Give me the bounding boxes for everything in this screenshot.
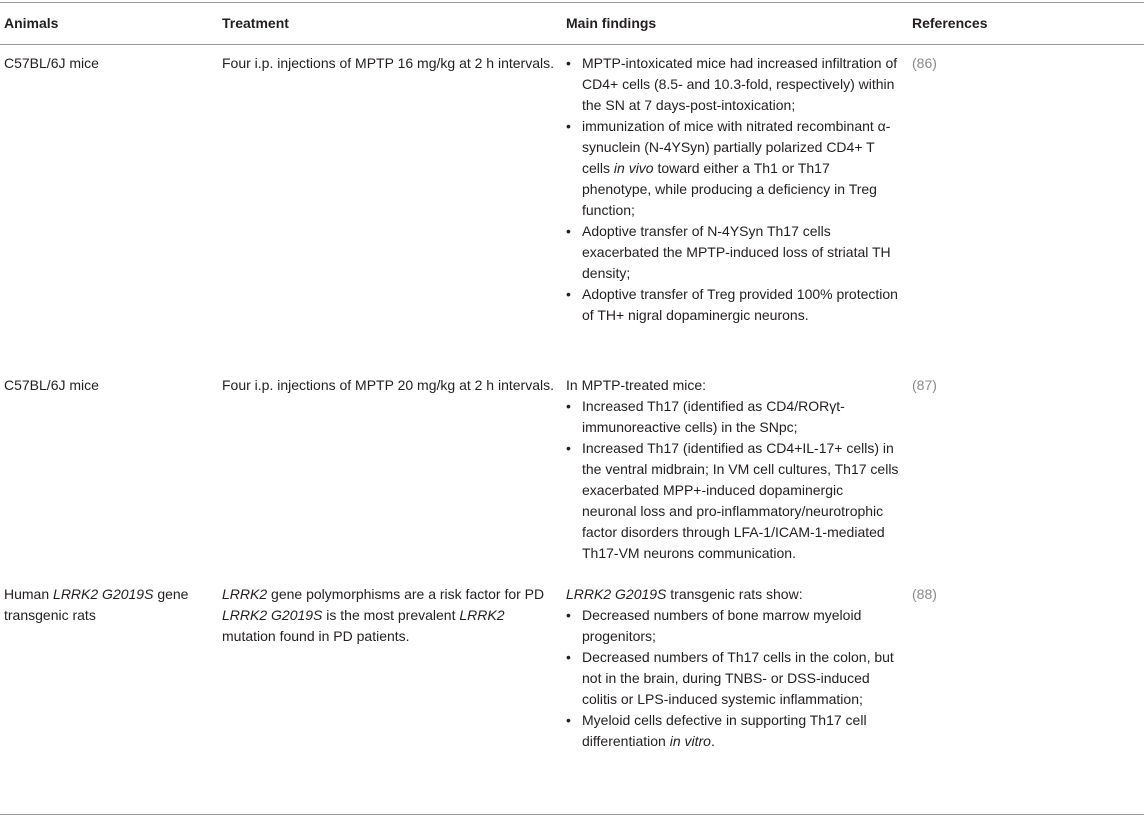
table-row: [0, 580, 1144, 815]
reference-link[interactable]: (87): [912, 377, 937, 393]
finding-italic: in vitro: [669, 733, 711, 749]
header-animals: Animals: [4, 15, 59, 31]
gene-name: LRRK2 G2019S: [53, 586, 154, 602]
cell-reference: [908, 371, 1144, 580]
table-header-row: [0, 3, 1144, 45]
cell-treatment: [218, 580, 562, 815]
cell-reference: [908, 45, 1144, 372]
gene-name: LRRK2 G2019S: [222, 607, 323, 623]
animals-text: Human: [4, 586, 54, 602]
header-references: References: [912, 15, 988, 31]
cell-treatment: Four i.p. injections of MPTP 16 mg/kg at 2 h intervals.: [222, 55, 555, 71]
finding-item: • Adoptive transfer of N-4YSyn Th17 cells exacerbated the MPTP-induced loss of striatal TH density;: [582, 221, 900, 284]
gene-name: LRRK2 G2019S: [566, 586, 667, 602]
intro-text: transgenic rats show:: [666, 586, 803, 602]
finding-item: • Decreased numbers of Th17 cells in the colon, but not in the brain, during TNBS- or DSS-induced colitis or LPS-induced systemic inflammation;: [582, 647, 900, 710]
finding-item: • Adoptive transfer of Treg provided 100% protection of TH+ nigral dopaminergic neurons.: [582, 284, 900, 326]
findings-list: [566, 53, 900, 326]
finding-text: .: [710, 733, 715, 749]
gene-name: LRRK2: [222, 586, 268, 602]
cell-animals: [0, 580, 218, 815]
finding-item: • Decreased numbers of bone marrow myeloid progenitors;: [582, 605, 900, 647]
header-treatment: Treatment: [222, 15, 289, 31]
treatment-text: gene polymorphisms are a risk factor for PD: [267, 586, 545, 602]
reference-link[interactable]: (88): [912, 586, 937, 602]
cell-findings: [562, 45, 908, 372]
findings-list: [566, 605, 900, 752]
gene-name: LRRK2: [459, 607, 505, 623]
cell-animals: C57BL/6J mice: [4, 55, 99, 71]
finding-text: toward either a Th1 or Th17 phenotype, while producing a deficiency in Treg function;: [582, 160, 877, 218]
finding-italic: in vivo: [613, 160, 654, 176]
cell-animals: C57BL/6J mice: [4, 377, 99, 393]
treatment-text: is the most prevalent: [322, 607, 460, 623]
table-row: [0, 45, 1144, 372]
finding-item: [582, 710, 900, 752]
findings-table: [0, 2, 1144, 815]
findings-intro: In MPTP-treated mice:: [566, 377, 707, 393]
treatment-text: mutation found in PD patients.: [222, 628, 410, 644]
reference-link[interactable]: (86): [912, 55, 937, 71]
finding-item: • Increased Th17 (identified as CD4/RORγt-immunoreactive cells) in the SNpc;: [582, 396, 900, 438]
finding-text: immunization of mice with nitrated recombinant α-synuclein (N-4YSyn) partially polarized CD4+ T cells: [582, 118, 891, 176]
animals-text: gene transgenic rats: [4, 586, 189, 623]
table-row: [0, 371, 1144, 580]
cell-treatment: Four i.p. injections of MPTP 20 mg/kg at 2 h intervals.: [222, 377, 555, 393]
finding-item: • Increased Th17 (identified as CD4+IL-17+ cells) in the ventral midbrain; In VM cell cultures, Th17 cells exacerbated MPP+-induced dopaminergic neuronal loss and pro-inflammatory/neurotrophic factor disorders through LFA-1/ICAM-1-mediated Th17-VM neurons communication.: [582, 438, 900, 564]
cell-findings: [562, 580, 908, 815]
cell-reference: [908, 580, 1144, 815]
cell-findings: [562, 371, 908, 580]
finding-text: Myeloid cells defective in supporting Th17 cell differentiation: [582, 712, 867, 749]
finding-item: • MPTP-intoxicated mice had increased infiltration of CD4+ cells (8.5- and 10.3-fold, respectively) within the SN at 7 days-post-intoxication;: [582, 53, 900, 116]
finding-item: [582, 116, 900, 221]
findings-intro: [566, 584, 900, 605]
findings-list: [566, 396, 900, 564]
header-main-findings: Main findings: [566, 15, 657, 31]
